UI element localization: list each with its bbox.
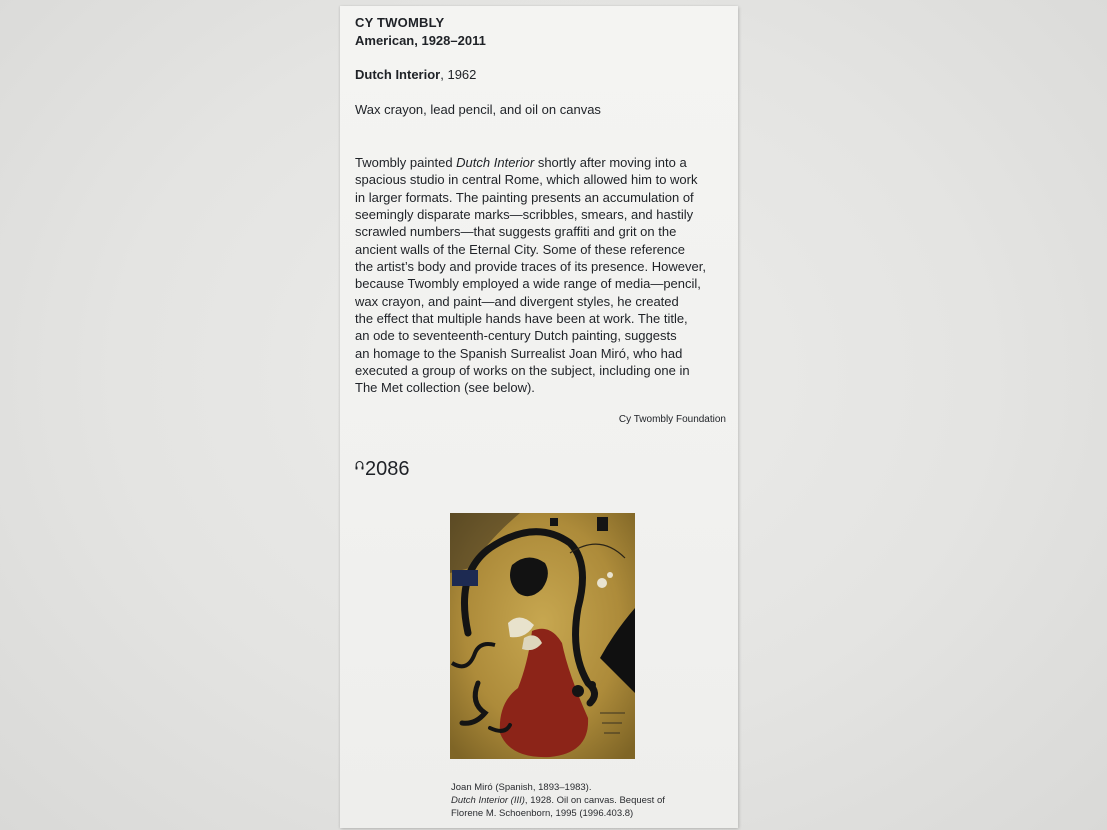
artwork-title: Dutch Interior bbox=[355, 67, 441, 82]
description-line bbox=[355, 258, 729, 275]
miro-dutch-interior-reproduction bbox=[450, 513, 635, 759]
description-text: in larger formats. The painting presents an accumulation of bbox=[355, 189, 694, 205]
caption-line bbox=[451, 794, 665, 807]
caption-work-title: Dutch Interior (III) bbox=[451, 795, 525, 806]
artwork-description bbox=[355, 154, 729, 397]
description-text: the effect that multiple hands have been at work. The title, bbox=[355, 311, 688, 327]
audio-guide-stop bbox=[355, 458, 410, 481]
description-line bbox=[355, 189, 729, 206]
caption-line: Joan Miró (Spanish, 1893–1983). bbox=[451, 782, 592, 793]
description-text: seemingly disparate marks—scribbles, smears, and hastily bbox=[355, 207, 694, 223]
artwork-medium: Wax crayon, lead pencil, and oil on canvas bbox=[355, 102, 601, 117]
description-line bbox=[355, 310, 729, 327]
artist-nationality-dates: American, 1928–2011 bbox=[355, 33, 486, 48]
caption-work-details: , 1928. Oil on canvas. Bequest of bbox=[524, 795, 665, 806]
artwork-title-line bbox=[355, 67, 476, 82]
artist-name: CY TWOMBLY bbox=[355, 15, 445, 30]
credit-line: Cy Twombly Foundation bbox=[618, 414, 726, 425]
description-line bbox=[355, 223, 729, 240]
description-text: the artist’s body and provide traces of its presence. However, bbox=[355, 259, 706, 275]
caption-line: Florene M. Schoenborn, 1995 (1996.403.8) bbox=[451, 808, 634, 819]
headphones-icon bbox=[355, 460, 364, 472]
description-text: shortly after moving into a bbox=[534, 155, 687, 170]
description-text: wax crayon, and paint—and divergent styles, he created bbox=[355, 293, 679, 309]
description-text: because Twombly employed a wide range of media—pencil, bbox=[355, 276, 701, 292]
description-line bbox=[355, 241, 729, 258]
description-text: ancient walls of the Eternal City. Some of these reference bbox=[355, 241, 685, 257]
description-line bbox=[355, 362, 729, 379]
reference-painting-image bbox=[450, 513, 635, 759]
artwork-date: , 1962 bbox=[440, 67, 477, 82]
description-text: The Met collection (see below). bbox=[355, 380, 535, 396]
description-line bbox=[355, 275, 729, 292]
description-line bbox=[355, 327, 729, 344]
description-line bbox=[355, 293, 729, 310]
description-line bbox=[355, 171, 729, 188]
description-line bbox=[355, 206, 729, 223]
description-line bbox=[355, 154, 729, 171]
description-text: an homage to the Spanish Surrealist Joan Miró, who had bbox=[355, 345, 683, 361]
description-line bbox=[355, 345, 729, 362]
reference-image-caption bbox=[451, 781, 665, 820]
description-line bbox=[355, 379, 729, 396]
description-text: executed a group of works on the subject, including one in bbox=[355, 363, 690, 379]
audio-guide-number: 2086 bbox=[365, 458, 410, 480]
description-italic-title: Dutch Interior bbox=[456, 155, 535, 170]
wall-label-card bbox=[340, 6, 738, 828]
description-text: an ode to seventeenth-century Dutch painting, suggests bbox=[355, 328, 677, 344]
description-text: Twombly painted bbox=[355, 155, 457, 170]
description-text: scrawled numbers—that suggests graffiti and grit on the bbox=[355, 224, 677, 240]
description-text: spacious studio in central Rome, which allowed him to work bbox=[355, 172, 698, 188]
